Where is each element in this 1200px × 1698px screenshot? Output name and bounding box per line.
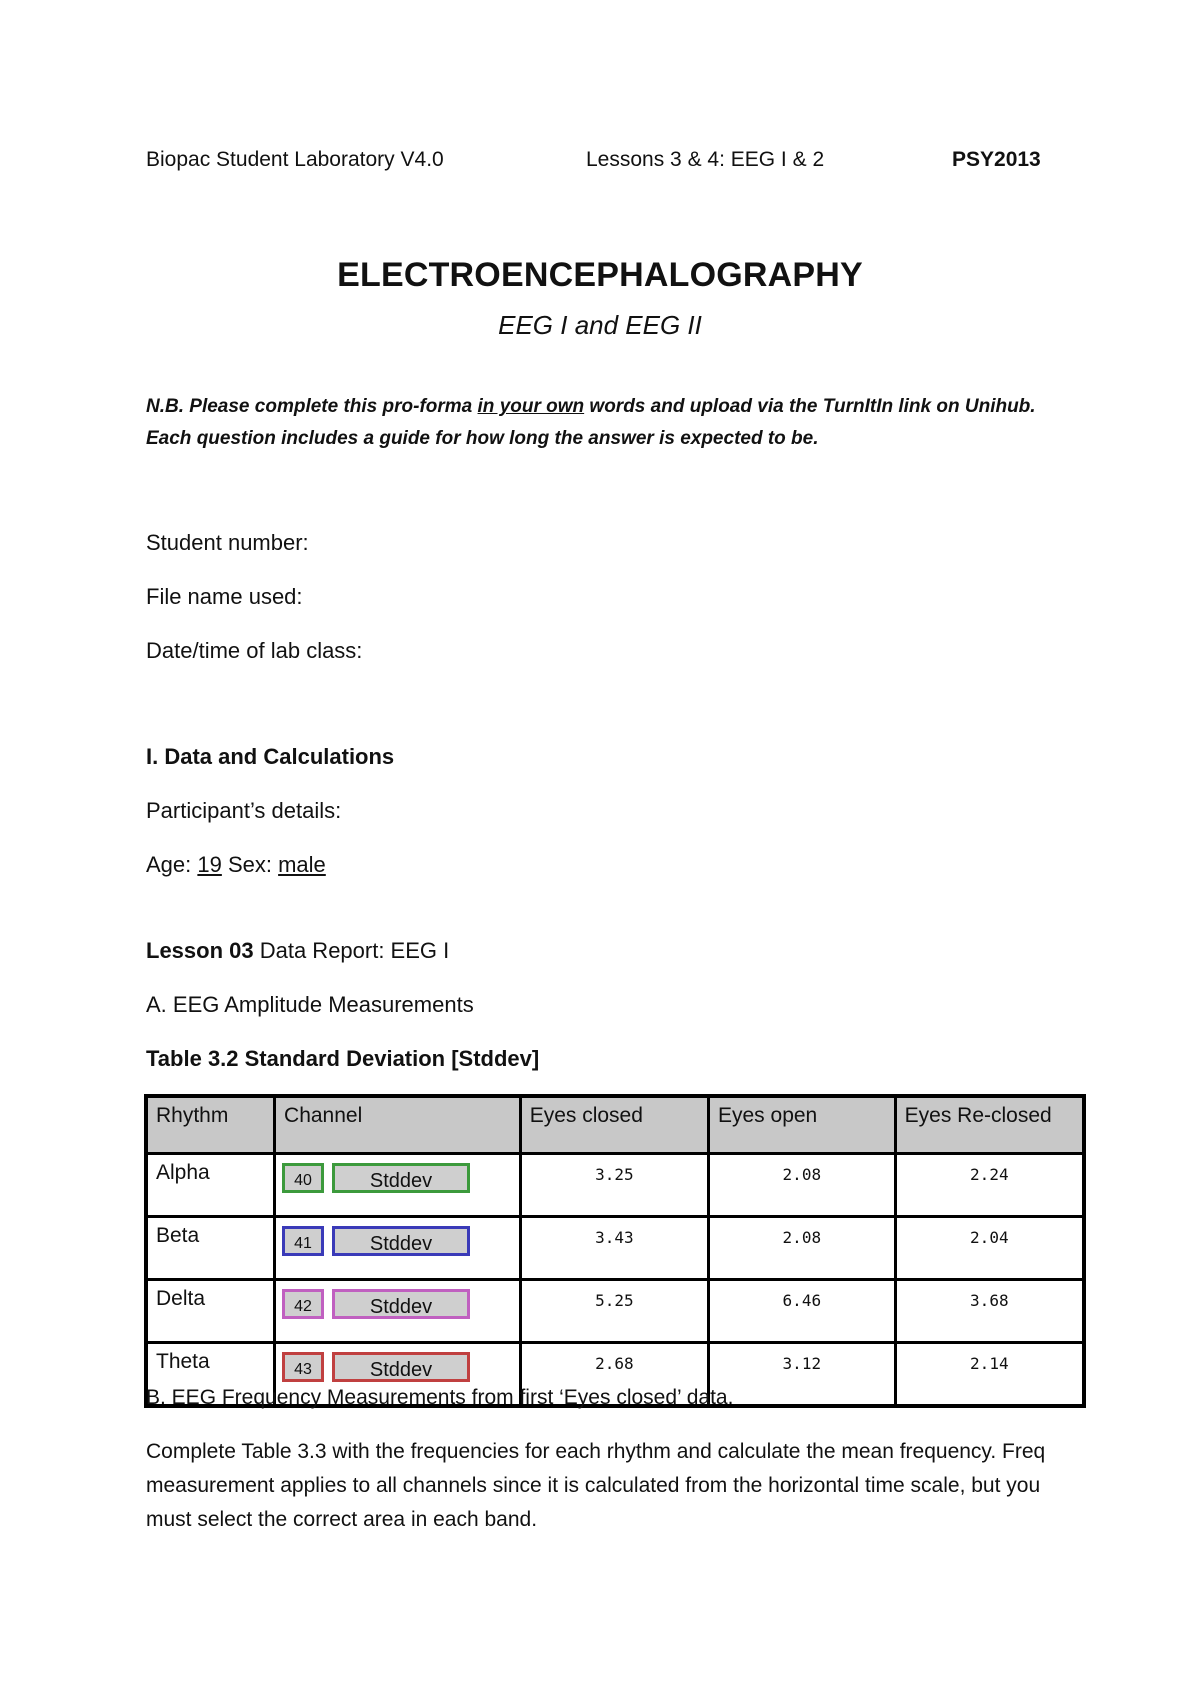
participant-label: Participant’s details: bbox=[146, 798, 342, 823]
rhythm-cell: Beta bbox=[146, 1217, 275, 1280]
header-right: PSY2013 bbox=[952, 148, 1041, 171]
header-eyes-reclosed: Eyes Re-closed bbox=[895, 1096, 1084, 1154]
eyes-open-value: 2.08 bbox=[709, 1217, 896, 1280]
channel-number-box: 43 bbox=[282, 1352, 324, 1382]
channel-number-box: 41 bbox=[282, 1226, 324, 1256]
measure-box: Stddev bbox=[332, 1163, 470, 1193]
note-text: N.B. Please complete this pro-forma bbox=[146, 396, 478, 417]
note-text: words and upload via the TurnItIn link on Unihub. bbox=[584, 396, 1036, 417]
channel-cell bbox=[275, 1154, 521, 1217]
rhythm-cell: Delta bbox=[146, 1280, 275, 1343]
note-underlined: in your own bbox=[477, 396, 585, 417]
header-eyes-closed: Eyes closed bbox=[520, 1096, 708, 1154]
note-line-2: Each question includes a guide for how long the answer is expected to be. bbox=[146, 428, 819, 449]
rhythm-cell: Theta bbox=[146, 1343, 275, 1407]
eyes-reclosed-value: 2.04 bbox=[895, 1217, 1084, 1280]
eyes-closed-value: 3.25 bbox=[520, 1154, 708, 1217]
eyes-closed-value: 3.43 bbox=[520, 1217, 708, 1280]
header-left: Biopac Student Laboratory V4.0 bbox=[146, 148, 444, 171]
channel-number-box: 42 bbox=[282, 1289, 324, 1319]
channel-cell bbox=[275, 1217, 521, 1280]
stddev-table bbox=[144, 1094, 1086, 1408]
sex-value: male bbox=[278, 852, 326, 877]
measure-box: Stddev bbox=[332, 1289, 470, 1319]
frequency-heading: B. EEG Frequency Measurements from first ‘Eyes closed’ data. bbox=[146, 1386, 734, 1409]
lesson-title: Data Report: EEG I bbox=[253, 938, 450, 963]
header-rhythm: Rhythm bbox=[146, 1096, 275, 1154]
header-middle: Lessons 3 & 4: EEG I & 2 bbox=[586, 148, 825, 171]
table-row bbox=[146, 1217, 1084, 1280]
note-line-1 bbox=[146, 396, 1036, 418]
channel-number-box: 40 bbox=[282, 1163, 324, 1193]
eyes-open-value: 3.12 bbox=[709, 1343, 896, 1407]
table-title: Table 3.2 Standard Deviation [Stddev] bbox=[146, 1046, 540, 1071]
age-value: 19 bbox=[197, 852, 222, 877]
paragraph-line-3: must select the correct area in each band. bbox=[146, 1508, 538, 1531]
header-eyes-open: Eyes open bbox=[709, 1096, 896, 1154]
participant-age-sex bbox=[146, 852, 326, 878]
header-channel: Channel bbox=[275, 1096, 521, 1154]
paragraph-line-1: Complete Table 3.3 with the frequencies for each rhythm and calculate the mean frequency. Freq bbox=[146, 1440, 1046, 1463]
age-label: Age: bbox=[146, 852, 198, 877]
eyes-open-value: 2.08 bbox=[709, 1154, 896, 1217]
lesson-heading bbox=[146, 938, 449, 964]
measure-box: Stddev bbox=[332, 1226, 470, 1256]
file-name-label: File name used: bbox=[146, 584, 303, 609]
lesson-number: Lesson 03 bbox=[146, 938, 254, 963]
eyes-reclosed-value: 2.14 bbox=[895, 1343, 1084, 1407]
eyes-open-value: 6.46 bbox=[709, 1280, 896, 1343]
eyes-reclosed-value: 3.68 bbox=[895, 1280, 1084, 1343]
sex-label: Sex: bbox=[221, 852, 279, 877]
eyes-closed-value: 2.68 bbox=[520, 1343, 708, 1407]
rhythm-cell: Alpha bbox=[146, 1154, 275, 1217]
table-row bbox=[146, 1280, 1084, 1343]
date-time-label: Date/time of lab class: bbox=[146, 638, 363, 663]
amplitude-heading: A. EEG Amplitude Measurements bbox=[146, 992, 474, 1017]
eyes-reclosed-value: 2.24 bbox=[895, 1154, 1084, 1217]
table-row bbox=[146, 1154, 1084, 1217]
page-title: ELECTROENCEPHALOGRAPHY bbox=[337, 256, 863, 294]
eyes-closed-value: 5.25 bbox=[520, 1280, 708, 1343]
page-subtitle: EEG I and EEG II bbox=[498, 310, 702, 340]
section-heading: I. Data and Calculations bbox=[146, 744, 395, 769]
student-number-label: Student number: bbox=[146, 530, 309, 555]
table-header-row bbox=[146, 1096, 1084, 1154]
measure-box: Stddev bbox=[332, 1352, 470, 1382]
paragraph-line-2: measurement applies to all channels since it is calculated from the horizontal time scale, but you bbox=[146, 1474, 1041, 1497]
channel-cell bbox=[275, 1280, 521, 1343]
